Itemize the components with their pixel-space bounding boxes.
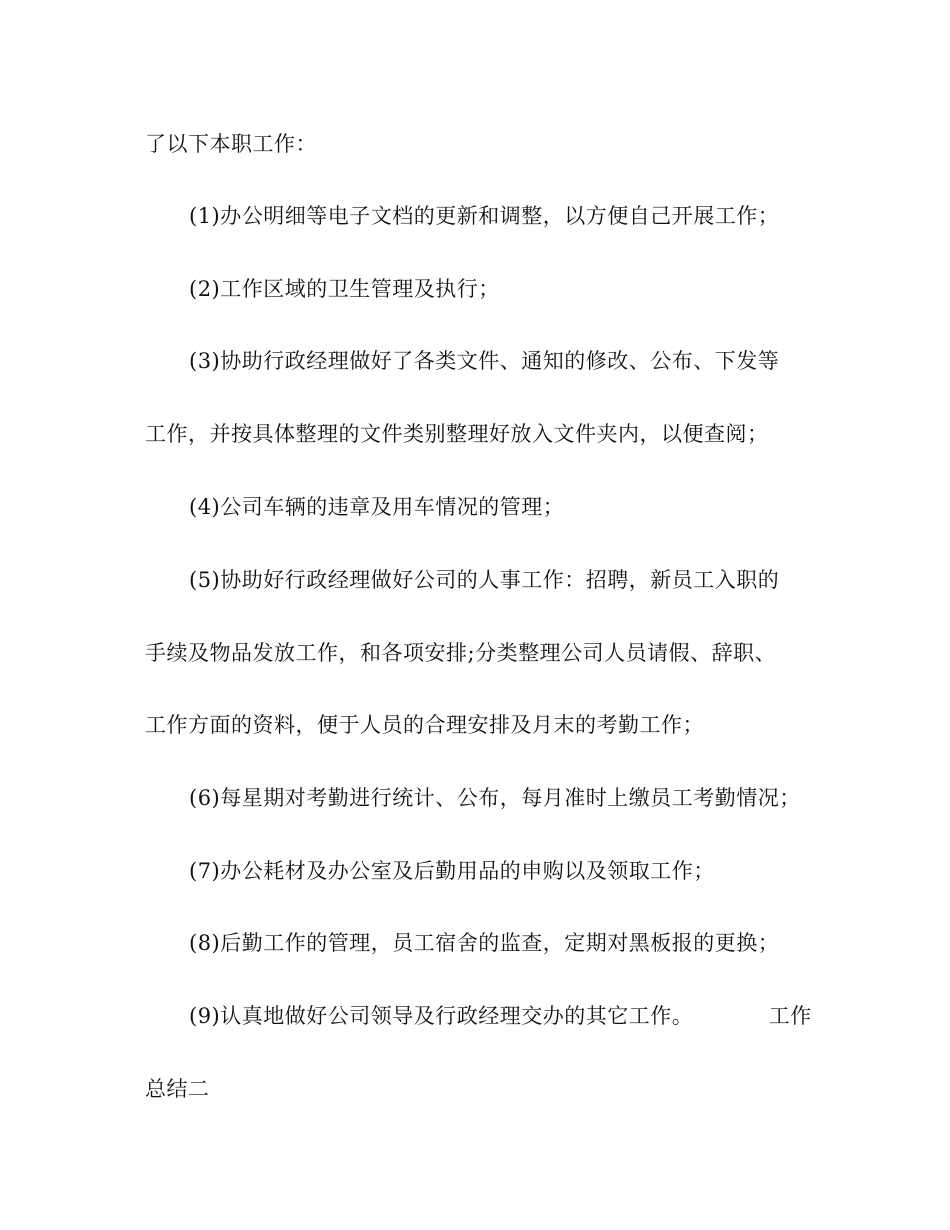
- list-item-1: (1)办公明细等电子文档的更新和调整，以方便自己开展工作；: [189, 204, 780, 228]
- list-item-8: (8)后勤工作的管理，员工宿舍的监查，定期对黑板报的更换；: [189, 931, 780, 955]
- list-item-3: (3)协助行政经理做好了各类文件、通知的修改、公布、下发等: [189, 349, 780, 373]
- list-item-5: (5)协助好行政经理做好公司的人事工作：招聘，新员工入职的: [189, 568, 780, 592]
- list-item-4: (4)公司车辆的违章及用车情况的管理；: [189, 495, 565, 519]
- section-title-summary-two: 总结二: [145, 1077, 210, 1101]
- list-item-6: (6)每星期对考勤进行统计、公布，每月准时上缴员工考勤情况；: [189, 786, 801, 810]
- list-item-7: (7)办公耗材及办公室及后勤用品的申购以及领取工作；: [189, 859, 715, 883]
- text-line-intro: 了以下本职工作：: [145, 132, 317, 156]
- list-item-9: (9)认真地做好公司领导及行政经理交办的其它工作。 工作: [189, 1004, 812, 1028]
- list-item-3-continued: 工作，并按具体整理的文件类别整理好放入文件夹内，以便查阅；: [145, 422, 769, 446]
- list-item-2: (2)工作区域的卫生管理及执行；: [189, 277, 500, 301]
- list-item-5-continued-1: 手续及物品发放工作，和各项安排;分类整理公司人员请假、辞职、: [145, 641, 777, 665]
- list-item-5-continued-2: 工作方面的资料，便于人员的合理安排及月末的考勤工作；: [145, 713, 704, 737]
